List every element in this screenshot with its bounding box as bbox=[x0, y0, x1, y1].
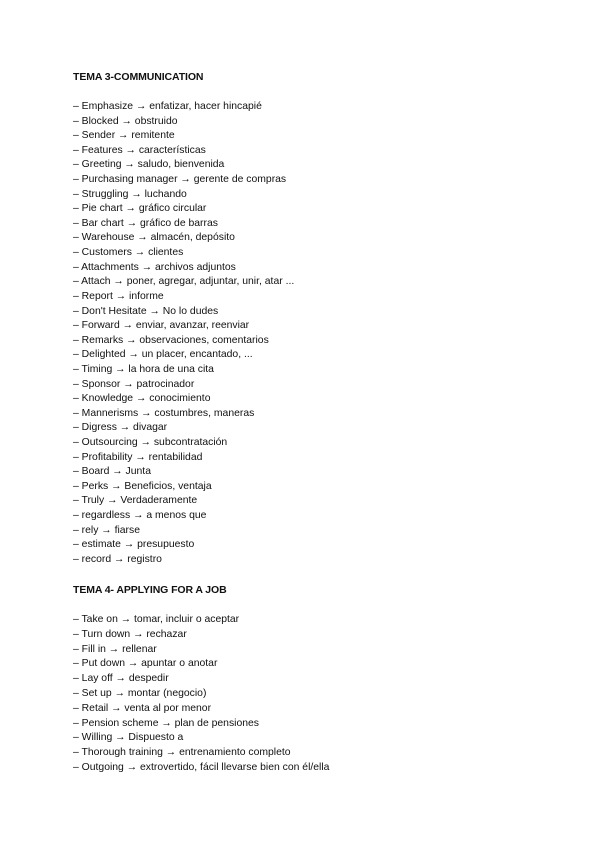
list-item: – Mannerisms → costumbres, maneras bbox=[73, 407, 255, 419]
list-item: – Purchasing manager → gerente de compras bbox=[73, 174, 287, 186]
list-item: – Blocked → obstruido bbox=[73, 115, 178, 127]
list-item: – Timing → la hora de una cita bbox=[73, 363, 214, 375]
list-item: – Report → informe bbox=[73, 290, 164, 302]
list-item: – Don't Hesitate → No lo dudes bbox=[73, 305, 219, 317]
list-item: – estimate → presupuesto bbox=[73, 539, 195, 551]
list-item: – Profitability → rentabilidad bbox=[73, 451, 203, 463]
vocab-list-communication bbox=[73, 100, 294, 568]
list-item: – Take on → tomar, incluir o aceptar bbox=[73, 614, 240, 625]
list-item: – Thorough training → entrenamiento completo bbox=[73, 747, 291, 759]
list-item: – Forward → enviar, avanzar, reenviar bbox=[73, 320, 250, 332]
list-item: – Truly → Verdaderamente bbox=[73, 495, 198, 507]
list-item: – Set up → montar (negocio) bbox=[73, 687, 207, 699]
list-item: – Turn down → rechazar bbox=[73, 628, 187, 640]
list-item: – Board → Junta bbox=[73, 466, 151, 478]
list-item: – Outsourcing → subcontratación bbox=[73, 437, 228, 449]
list-item: – Knowledge → conocimiento bbox=[73, 393, 211, 405]
list-item: – rely → fiarse bbox=[73, 524, 140, 536]
list-item: – Sender → remitente bbox=[73, 130, 175, 142]
list-item: – Bar chart → gráfico de barras bbox=[73, 217, 218, 229]
list-item: – Sponsor → patrocinador bbox=[73, 378, 195, 390]
list-item: – Customers → clientes bbox=[73, 247, 184, 259]
list-item: – regardless → a menos que bbox=[73, 510, 207, 522]
list-item: – Perks → Beneficios, ventaja bbox=[73, 480, 212, 492]
section-title-applying-for-a-job: TEMA 4- APPLYING FOR A JOB bbox=[73, 584, 227, 596]
list-item: – record → registro bbox=[73, 553, 162, 565]
list-item: – Struggling → luchando bbox=[73, 188, 187, 200]
list-item: – Remarks → observaciones, comentarios bbox=[73, 334, 269, 346]
list-item: – Delighted → un placer, encantado, ... bbox=[73, 349, 253, 361]
list-item: – Pension scheme → plan de pensiones bbox=[73, 717, 259, 729]
list-item: – Digress → divagar bbox=[73, 422, 168, 434]
list-item: – Warehouse → almacén, depósito bbox=[73, 232, 235, 244]
list-item: – Emphasize → enfatizar, hacer hincapié bbox=[73, 101, 262, 112]
list-item: – Fill in → rellenar bbox=[73, 643, 157, 655]
section-title-communication: TEMA 3-COMMUNICATION bbox=[73, 71, 204, 83]
list-item: – Put down → apuntar o anotar bbox=[73, 658, 218, 670]
list-item: – Willing → Dispuesto a bbox=[73, 732, 184, 744]
list-item: – Features → características bbox=[73, 144, 206, 156]
list-item: – Pie chart → gráfico circular bbox=[73, 203, 207, 215]
list-item: – Attachments → archivos adjuntos bbox=[73, 261, 236, 273]
list-item: – Attach → poner, agregar, adjuntar, unir, atar ... bbox=[73, 276, 295, 288]
list-item: – Lay off → despedir bbox=[73, 673, 169, 685]
vocab-list-applying-for-a-job bbox=[73, 613, 329, 776]
list-item: – Greeting → saludo, bienvenida bbox=[73, 159, 225, 171]
list-item: – Retail → venta al por menor bbox=[73, 702, 212, 714]
list-item: – Outgoing → extrovertido, fácil llevarse bien con él/ella bbox=[73, 761, 330, 773]
